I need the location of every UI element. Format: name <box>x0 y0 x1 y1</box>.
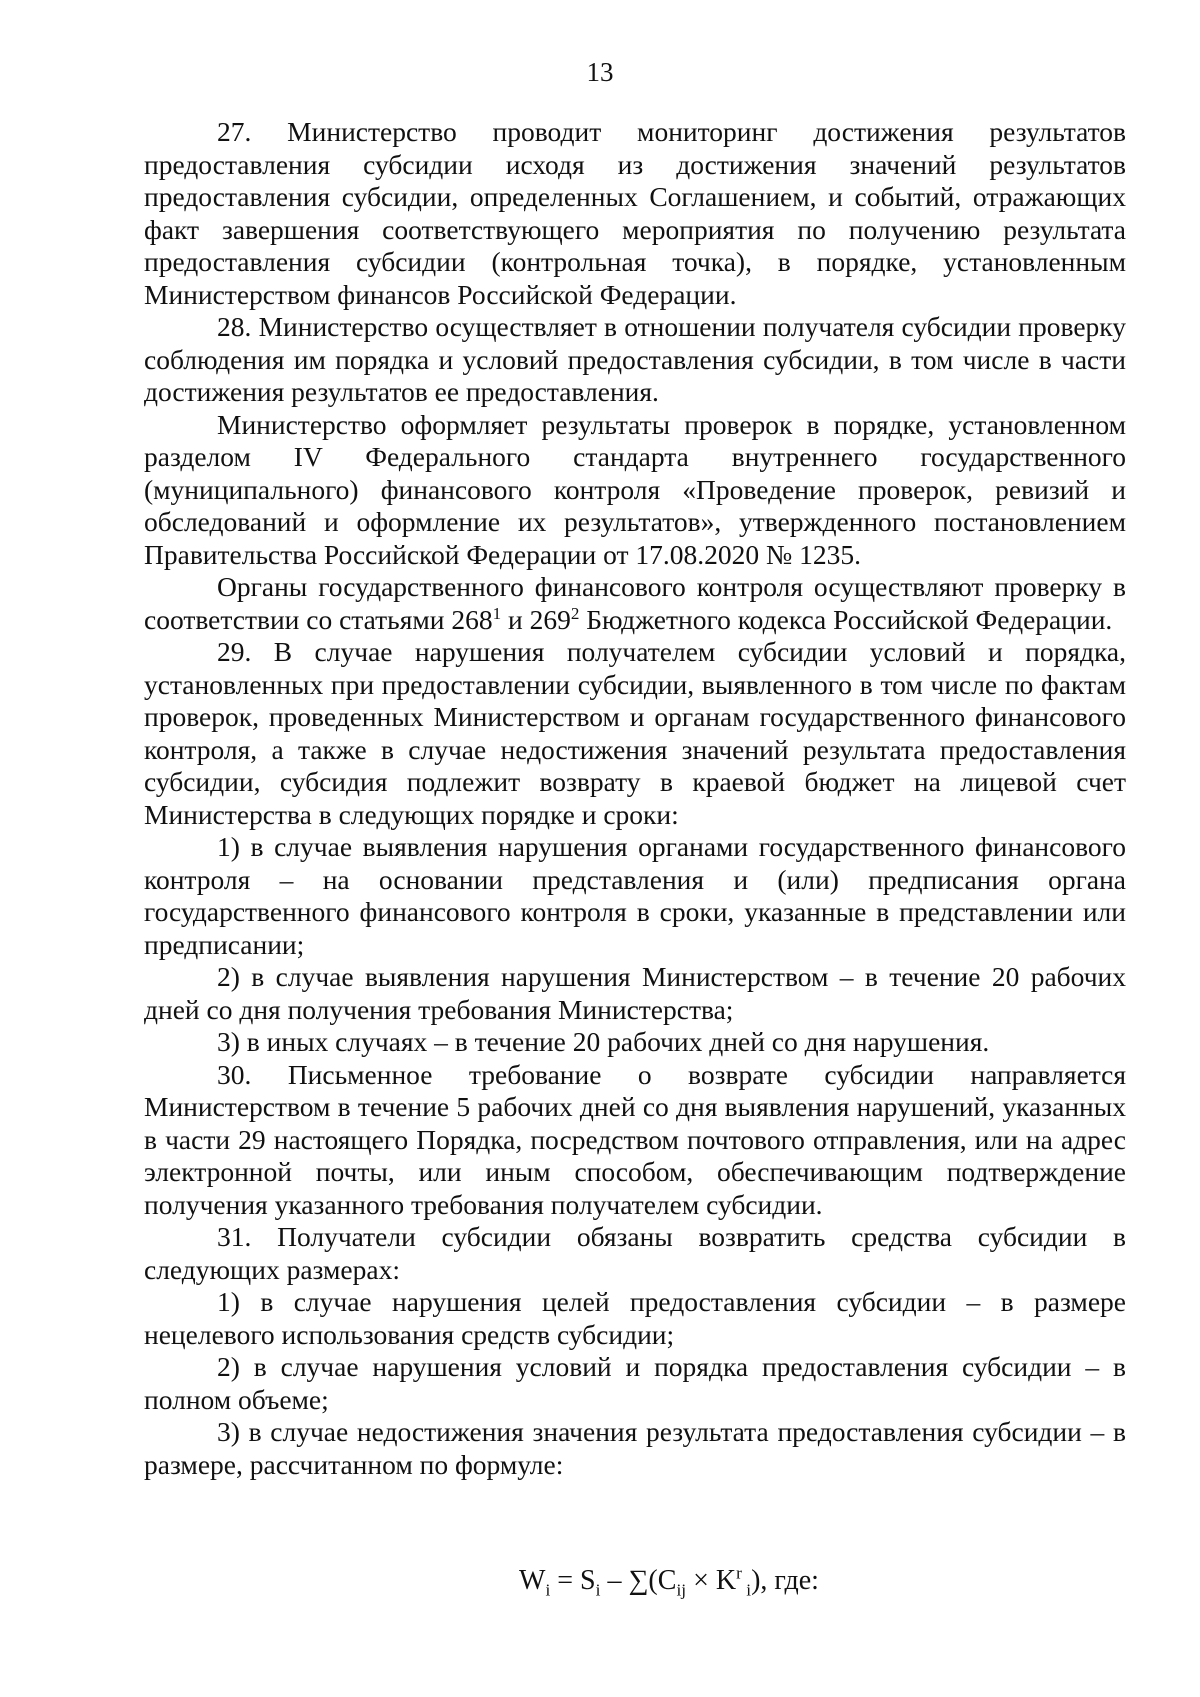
formula-subscript: ij <box>676 1580 687 1600</box>
text-segment: и 269 <box>501 603 571 635</box>
paragraph-29: 29. В случае нарушения получателем субсидии условий и порядка, установленных при предоставлении субсидии, выявленного в том числе по фактам проверок, проведенных Министерством и органам государственного финансового контроля, а также в случае недостижения значений результата предоставления субсидии, субсидия подлежит возврату в краевой бюджет на лицевой счет Министерства в следующих порядке и сроки: <box>144 636 1126 830</box>
paragraph-28-inspection-results: Министерство оформляет результаты проверок в порядке, установленном разделом IV Федерального стандарта внутреннего государственного (муниципального) финансового контроля «Проведение проверок, ревизий и обследований и оформление их результатов», утвержденного постановлением Правительства Российской Федерации от 17.08.2020 № 1235. <box>144 408 1126 570</box>
page-number: 13 <box>586 57 614 87</box>
paragraph-29-item-2: 2) в случае выявления нарушения Министерством – в течение 20 рабочих дней со дня получения требования Министерства; <box>144 961 1126 1025</box>
formula-text: ), где: <box>751 1565 819 1596</box>
paragraph-27: 27. Министерство проводит мониторинг достижения результатов предоставления субсидии исходя из достижения значений результатов предоставления субсидии, определенных Соглашением, и событий, отражающих факт завершения соответствующего мероприятия по получению результата предоставления субсидии (контрольная точка), в порядке, установленным Министерством финансов Российской Федерации. <box>144 116 1126 310</box>
formula-superscript: r <box>736 1563 742 1583</box>
formula-text: = S <box>550 1565 596 1596</box>
paragraph-31: 31. Получатели субсидии обязаны возвратить средства субсидии в следующих размерах: <box>144 1221 1126 1285</box>
formula-text: × K <box>686 1565 737 1596</box>
paragraph-28-financial-control <box>144 571 1126 636</box>
document-body <box>144 116 1126 1481</box>
formula-subscript: i <box>595 1580 601 1600</box>
formula-expression <box>519 1564 819 1598</box>
paragraph-31-item-2: 2) в случае нарушения условий и порядка предоставления субсидии – в полном объеме; <box>144 1351 1126 1415</box>
paragraph-31-item-3: 3) в случае недостижения значения результата предоставления субсидии – в размере, рассчитанном по формуле: <box>144 1416 1126 1480</box>
superscript: 2 <box>570 604 580 624</box>
formula-w: W <box>519 1565 546 1596</box>
paragraph-30: 30. Письменное требование о возврате субсидии направляется Министерством в течение 5 рабочих дней со дня выявления нарушений, указанных в части 29 настоящего Порядка, посредством почтового отправления, или на адрес электронной почты, или иным способом, обеспечивающим подтверждение получения указанного требования получателем субсидии. <box>144 1058 1126 1220</box>
formula-text: – ∑(C <box>600 1565 677 1596</box>
paragraph-29-item-3: 3) в иных случаях – в течение 20 рабочих дней со дня нарушения. <box>217 1026 990 1057</box>
formula-subscript: i <box>545 1580 551 1600</box>
paragraph-31-item-1: 1) в случае нарушения целей предоставления субсидии – в размере нецелевого использования средств субсидии; <box>144 1286 1126 1350</box>
paragraph-29-item-1: 1) в случае выявления нарушения органами государственного финансового контроля – на основании представления и (или) предписания органа государственного финансового контроля в сроки, указанные в представлении или предписании; <box>144 831 1126 960</box>
paragraph-28: 28. Министерство осуществляет в отношении получателя субсидии проверку соблюдения им порядка и условий предоставления субсидии, в том числе в части достижения результатов ее предоставления. <box>144 311 1126 407</box>
superscript: 1 <box>492 604 502 624</box>
text-segment: Органы государственного финансового контроля осуществляют проверку в соответствии со статьями 268 <box>144 571 1126 635</box>
formula-subscript: i <box>741 1580 752 1600</box>
text-segment: Бюджетного кодекса Российской Федерации. <box>579 603 1113 635</box>
